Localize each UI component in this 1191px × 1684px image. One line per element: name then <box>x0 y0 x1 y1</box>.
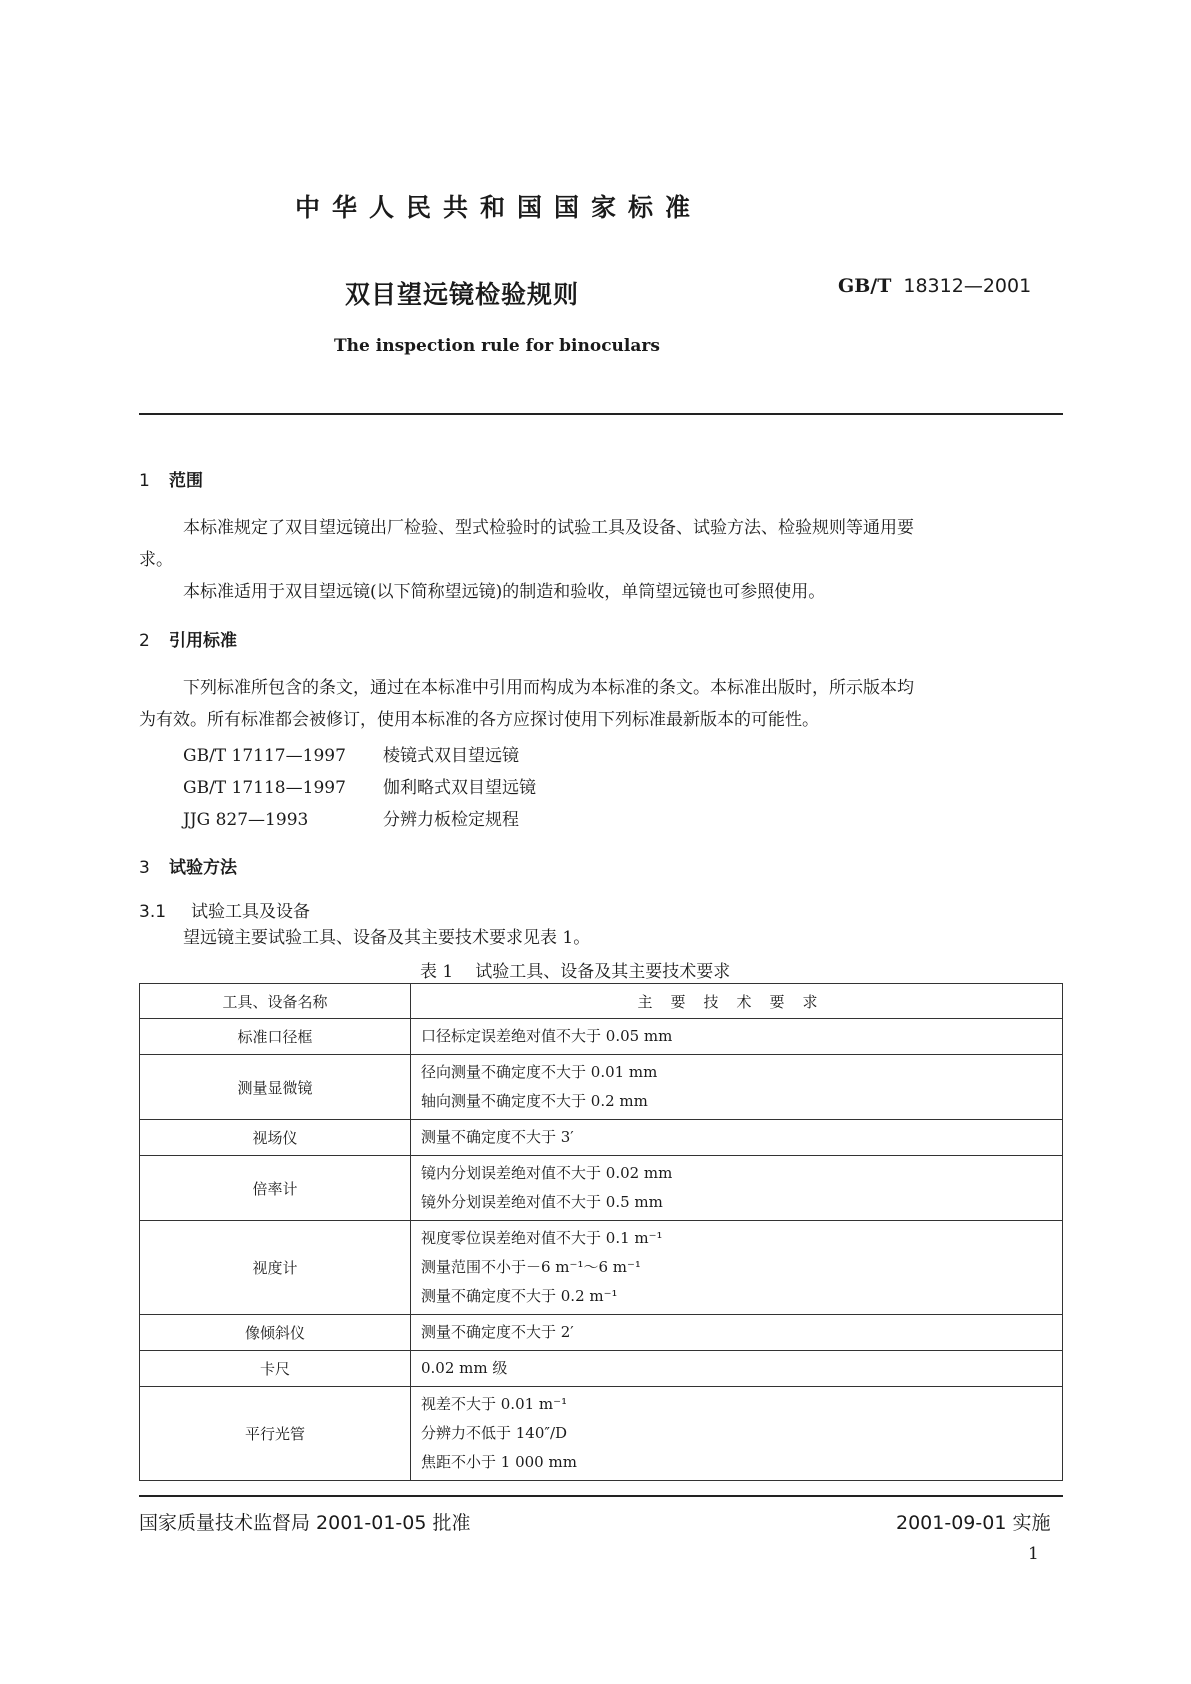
table-row <box>140 1221 1063 1315</box>
requirement-line: 镜外分划误差绝对值不大于 0.5 mm <box>421 1193 663 1211</box>
page-number: 1 <box>1028 1544 1039 1564</box>
implementation-date: 2001-09-01 实施 <box>896 1512 1051 1534</box>
requirements-cell <box>411 1315 1063 1351</box>
reference-code: GB/T 17117—1997 <box>183 746 346 766</box>
reference-item <box>183 741 519 766</box>
table-row <box>140 1156 1063 1221</box>
section-heading-test-methods <box>139 853 237 878</box>
requirement-line: 0.02 mm 级 <box>421 1359 508 1377</box>
tool-name-cell: 卡尺 <box>140 1351 411 1387</box>
section-number: 2 <box>139 631 150 651</box>
reference-name: 分辨力板检定规程 <box>383 810 519 830</box>
requirement-line: 分辨力不低于 140″/D <box>421 1424 568 1442</box>
subsection-heading <box>139 897 310 922</box>
requirements-cell <box>411 1120 1063 1156</box>
requirements-cell <box>411 1156 1063 1221</box>
table-row <box>140 1351 1063 1387</box>
section-title: 范围 <box>169 471 203 491</box>
column-header-requirements: 主要技术要求 <box>411 984 1063 1019</box>
table-caption-text: 试验工具、设备及其主要技术要求 <box>475 962 731 982</box>
paragraph: 本标准适用于双目望远镜(以下简称望远镜)的制造和验收，单筒望远镜也可参照使用。 <box>183 582 826 602</box>
footer-divider <box>139 1495 1063 1497</box>
reference-name: 棱镜式双目望远镜 <box>383 746 519 766</box>
requirements-cell <box>411 1221 1063 1315</box>
requirement-line: 测量不确定度不大于 0.2 m⁻¹ <box>421 1287 618 1305</box>
paragraph-continuation: 为有效。所有标准都会被修订，使用本标准的各方应探讨使用下列标准最新版本的可能性。 <box>139 710 819 730</box>
requirement-line: 视差不大于 0.01 m⁻¹ <box>421 1395 568 1413</box>
reference-name: 伽利略式双目望远镜 <box>383 778 536 798</box>
requirements-table <box>139 983 1063 1481</box>
tool-name-cell: 视场仪 <box>140 1120 411 1156</box>
table-caption-number: 表 1 <box>420 962 454 982</box>
requirement-line: 测量范围不小于－6 m⁻¹～6 m⁻¹ <box>421 1258 641 1276</box>
reference-code: JJG 827—1993 <box>183 810 309 830</box>
requirements-cell <box>411 1019 1063 1055</box>
subsection-number: 3.1 <box>139 902 167 922</box>
tool-name-cell: 视度计 <box>140 1221 411 1315</box>
table-row <box>140 1120 1063 1156</box>
tool-name-cell: 标准口径框 <box>140 1019 411 1055</box>
requirement-line: 口径标定误差绝对值不大于 0.05 mm <box>421 1027 673 1045</box>
section-title: 试验方法 <box>169 858 237 878</box>
requirement-line: 轴向测量不确定度不大于 0.2 mm <box>421 1092 648 1110</box>
requirement-line: 视度零位误差绝对值不大于 0.1 m⁻¹ <box>421 1229 663 1247</box>
tool-name-cell: 测量显微镜 <box>140 1055 411 1120</box>
subsection-title: 试验工具及设备 <box>191 902 310 922</box>
paragraph: 望远镜主要试验工具、设备及其主要技术要求见表 1。 <box>183 928 591 948</box>
table-row <box>140 1055 1063 1120</box>
table-caption <box>420 957 730 982</box>
tool-name-cell: 像倾斜仪 <box>140 1315 411 1351</box>
section-heading-references <box>139 626 237 651</box>
requirements-cell <box>411 1387 1063 1481</box>
paragraph: 本标准规定了双目望远镜出厂检验、型式检验时的试验工具及设备、试验方法、检验规则等通用要 <box>183 518 914 538</box>
document-number <box>838 275 1031 297</box>
section-title: 引用标准 <box>169 631 237 651</box>
section-heading-scope <box>139 466 203 491</box>
requirement-line: 焦距不小于 1 000 mm <box>421 1453 577 1471</box>
document-title: 双目望远镜检验规则 <box>345 280 580 309</box>
section-number: 1 <box>139 471 150 491</box>
requirement-line: 镜内分划误差绝对值不大于 0.02 mm <box>421 1164 673 1182</box>
document-number-value: 18312—2001 <box>903 275 1032 297</box>
table-row <box>140 1315 1063 1351</box>
english-title: The inspection rule for binoculars <box>334 336 660 356</box>
standard-header-title: 中华人民共和国国家标准 <box>295 193 703 222</box>
requirements-cell <box>411 1351 1063 1387</box>
reference-item <box>183 773 536 798</box>
table-row <box>140 1019 1063 1055</box>
table-header-row <box>140 984 1063 1019</box>
requirement-line: 测量不确定度不大于 2′ <box>421 1323 574 1341</box>
reference-item <box>183 805 519 830</box>
requirement-line: 测量不确定度不大于 3′ <box>421 1128 574 1146</box>
requirement-line: 径向测量不确定度不大于 0.01 mm <box>421 1063 658 1081</box>
paragraph: 下列标准所包含的条文，通过在本标准中引用而构成为本标准的条文。本标准出版时，所示版本均 <box>183 678 914 698</box>
paragraph-continuation: 求。 <box>139 550 173 570</box>
reference-code: GB/T 17118—1997 <box>183 778 346 798</box>
column-header-name: 工具、设备名称 <box>140 984 411 1019</box>
header-divider <box>139 413 1063 415</box>
requirements-cell <box>411 1055 1063 1120</box>
document-number-prefix: GB/T <box>838 275 892 297</box>
tool-name-cell: 倍率计 <box>140 1156 411 1221</box>
approval-statement: 国家质量技术监督局 2001-01-05 批准 <box>139 1512 471 1534</box>
table-row <box>140 1387 1063 1481</box>
section-number: 3 <box>139 858 150 878</box>
tool-name-cell: 平行光管 <box>140 1387 411 1481</box>
